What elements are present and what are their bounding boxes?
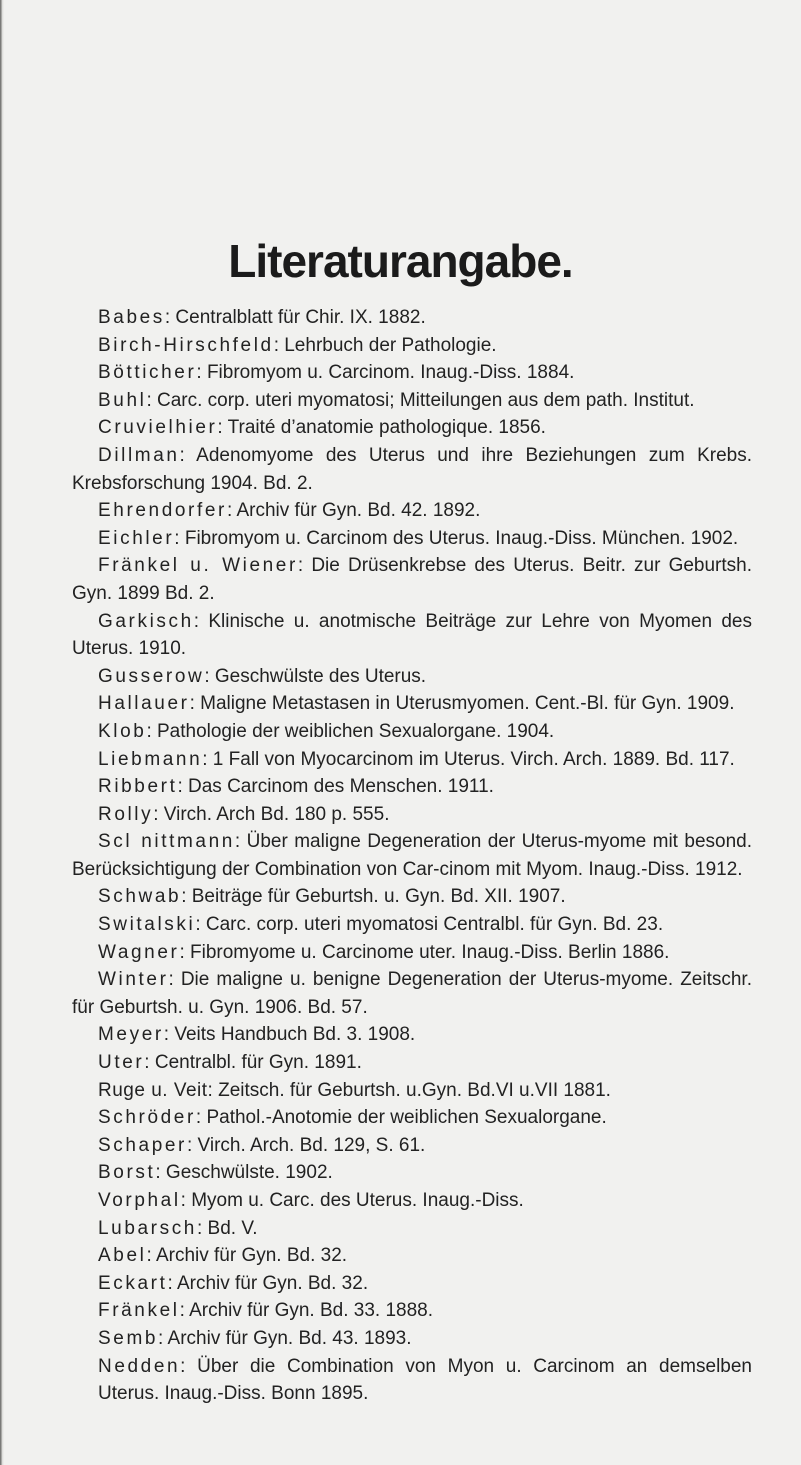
reference-author: Rolly: [98, 803, 154, 825]
reference-entry: [72, 304, 752, 332]
reference-author: Winter: [98, 969, 169, 991]
reference-entry: [72, 663, 752, 691]
reference-text: : 1 Fall von Myocarcinom im Uterus. Virch. Arch. 1889. Bd. 117.: [202, 748, 735, 770]
reference-text: : Über maligne Degeneration der Uterus-myome mit besond. Berücksichtigung der Combination von Car-cinom mit Myom. Inaug.-Diss. 1912.: [72, 831, 752, 880]
reference-list: [72, 304, 752, 1408]
reference-entry: [72, 552, 752, 607]
reference-author: Ehrendorfer: [98, 500, 227, 522]
reference-text: : Centralbl. für Gyn. 1891.: [144, 1052, 362, 1074]
reference-author: Lubarsch: [98, 1217, 197, 1239]
reference-author: Schwab: [98, 886, 182, 908]
reference-author: Schröder: [98, 1107, 196, 1129]
reference-entry: [72, 608, 752, 663]
reference-author: Fränkel u. Wiener: [98, 555, 298, 577]
reference-entry: [72, 1242, 752, 1270]
reference-text: : Archiv für Gyn. Bd. 32.: [167, 1272, 369, 1294]
reference-text: : Bd. V.: [196, 1217, 258, 1239]
reference-author: Cruvielhier: [98, 417, 218, 439]
reference-entry: [72, 911, 752, 939]
reference-author: Klob: [98, 720, 147, 742]
reference-entry: [72, 1132, 752, 1160]
reference-entry: [72, 1104, 752, 1132]
reference-text: : Pathol.-Anotomie der weiblichen Sexualorgane.: [195, 1107, 607, 1129]
reference-text: : Maligne Metastasen in Uterusmyomen. Cent.-Bl. für Gyn. 1909.: [189, 693, 735, 715]
reference-text: : Zeitsch. für Geburtsh. u.Gyn. Bd.VI u.VII 1881.: [207, 1079, 611, 1101]
reference-author: Scl nittmann: [98, 831, 235, 853]
reference-author: Eckart: [98, 1272, 168, 1294]
reference-text: : Carc. corp. uteri myomatosi; Mitteilungen aus dem path. Institut.: [146, 389, 695, 411]
reference-text: : Archiv für Gyn. Bd. 33. 1888.: [179, 1300, 434, 1322]
reference-text: : Lehrbuch der Pathologie.: [273, 334, 497, 356]
reference-author: Babes: [98, 307, 165, 328]
reference-entry: [72, 497, 752, 525]
reference-entry: [72, 966, 752, 1021]
reference-entry: [72, 1270, 752, 1298]
reference-entry: [72, 442, 752, 497]
reference-text: : Archiv für Gyn. Bd. 42. 1892.: [226, 500, 481, 522]
reference-text: : Das Carcinom des Menschen. 1911.: [177, 776, 494, 798]
reference-author: Borst: [98, 1162, 156, 1184]
reference-author: Hallauer: [98, 693, 190, 715]
reference-author: Ruge u. Veit: [98, 1079, 208, 1101]
reference-author: Meyer: [98, 1024, 164, 1046]
reference-author: Semb: [98, 1327, 159, 1349]
reference-entry: [72, 1325, 752, 1353]
reference-text: : Klinische u. anotmische Beiträge zur Lehre von Myomen des Uterus. 1910.: [72, 610, 752, 660]
reference-entry: [72, 690, 752, 718]
reference-text: : Archiv für Gyn. Bd. 32.: [146, 1245, 348, 1267]
reference-author: Gusserow: [98, 665, 205, 687]
reference-text: : Myom u. Carc. des Uterus. Inaug.-Diss.: [180, 1190, 524, 1211]
reference-entry: [72, 1049, 752, 1077]
reference-author: Nedden: [98, 1355, 181, 1377]
reference-author: Uter: [98, 1052, 145, 1074]
reference-text: : Traité d’anatomie pathologique. 1856.: [217, 417, 546, 439]
reference-text: : Centralblatt für Chir. IX. 1882.: [164, 307, 426, 328]
reference-entry: [72, 1297, 752, 1325]
reference-entry: [72, 1215, 752, 1243]
reference-entry: [72, 1159, 752, 1187]
reference-author: Ribbert: [98, 776, 178, 798]
reference-entry: [72, 525, 752, 553]
reference-author: Garkisch: [98, 610, 194, 632]
reference-text: : Die Drüsenkrebse des Uterus. Beitr. zur Geburtsh. Gyn. 1899 Bd. 2.: [72, 555, 753, 604]
reference-author: Schaper: [98, 1134, 187, 1156]
reference-entry: [72, 1187, 752, 1215]
reference-author: Liebmann: [98, 748, 203, 770]
reference-author: Dillman: [98, 444, 180, 466]
reference-author: Buhl: [98, 389, 147, 411]
reference-author: Birch-Hirschfeld: [98, 334, 274, 356]
reference-text: : Beiträge für Geburtsh. u. Gyn. Bd. XII. 1907.: [181, 886, 566, 908]
reference-entry: [72, 1353, 752, 1408]
reference-text: : Virch. Arch Bd. 180 p. 555.: [153, 803, 390, 825]
reference-author: Vorphal: [98, 1190, 181, 1211]
reference-entry: [72, 883, 752, 911]
reference-text: : Veits Handbuch Bd. 3. 1908.: [163, 1024, 416, 1046]
reference-entry: [72, 332, 752, 360]
reference-entry: [72, 1021, 752, 1049]
reference-entry: [72, 1077, 752, 1105]
reference-text: : Über die Combination von Myon u. Carcinom an demselben Uterus. Inaug.-Diss. Bonn 1895.: [98, 1355, 752, 1405]
page-title: Literaturangabe.: [228, 235, 573, 287]
reference-text: : Archiv für Gyn. Bd. 43. 1893.: [158, 1327, 412, 1349]
reference-text: : Adenomyome des Uterus und ihre Beziehungen zum Krebs. Krebsforschung 1904. Bd. 2.: [72, 444, 752, 494]
reference-text: : Fibromyom u. Carcinom. Inaug.-Diss. 1884.: [196, 362, 575, 384]
reference-author: Switalski: [98, 914, 196, 936]
reference-text: : Virch. Arch. Bd. 129, S. 61.: [186, 1134, 426, 1156]
reference-entry: [72, 718, 752, 746]
reference-author: Wagner: [98, 941, 180, 963]
reference-text: : Pathologie der weiblichen Sexualorgane. 1904.: [146, 720, 555, 742]
reference-entry: [72, 746, 752, 774]
reference-entry: [72, 939, 752, 967]
reference-text: : Fibromyome u. Carcinome uter. Inaug.-Diss. Berlin 1886.: [179, 941, 670, 963]
reference-author: Bötticher: [98, 362, 197, 384]
reference-author: Abel: [98, 1245, 147, 1267]
reference-author: Fränkel: [98, 1300, 180, 1322]
reference-author: Eichler: [98, 527, 175, 549]
reference-entry: [72, 801, 752, 829]
reference-text: : Geschwülste. 1902.: [155, 1162, 333, 1184]
reference-text: : Geschwülste des Uterus.: [204, 665, 427, 687]
reference-entry: [72, 773, 752, 801]
reference-entry: [72, 387, 752, 415]
reference-entry: [72, 414, 752, 442]
reference-text: : Carc. corp. uteri myomatosi Centralbl. für Gyn. Bd. 23.: [195, 914, 664, 936]
reference-text: : Fibromyom u. Carcinom des Uterus. Inaug.-Diss. München. 1902.: [174, 527, 739, 549]
reference-entry: [72, 359, 752, 387]
reference-text: : Die maligne u. benigne Degeneration der Uterus-myome. Zeitschr. für Geburtsh. u. Gyn. 1906. Bd. 57.: [72, 969, 752, 1018]
reference-entry: [72, 828, 752, 883]
